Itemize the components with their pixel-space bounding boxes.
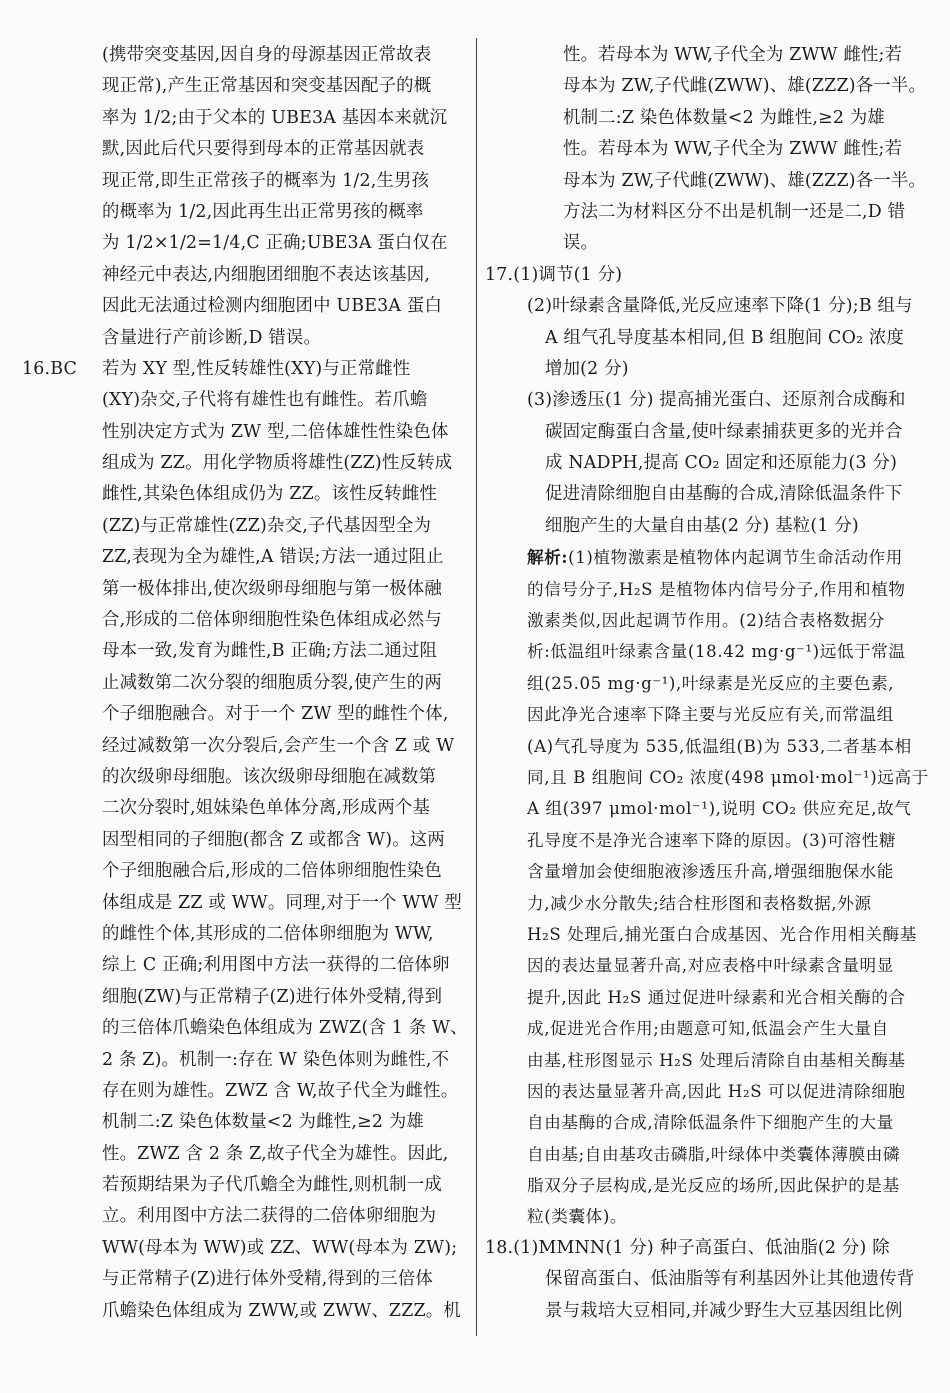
right-text-line: 成,促进光合作用;由题意可知,低温会产生大量自 xyxy=(527,1019,889,1039)
left-text-line: 率为 1/2;由于父本的 UBE3A 基因本来就沉 xyxy=(102,107,448,128)
right-text-line: 由基,柱形图显示 H₂S 处理后清除自由基相关酶基 xyxy=(527,1050,906,1070)
right-text-line: 同,且 B 组胞间 CO₂ 浓度(498 μmol·mol⁻¹)远高于 xyxy=(527,767,929,787)
left-text-line: 合,形成的二倍体卵细胞性染色体组成必然与 xyxy=(102,610,442,631)
left-text-line: 个子细胞融合后,形成的二倍体卵细胞性染色 xyxy=(102,861,442,882)
right-text-line: 碳固定酶蛋白含量,使叶绿素捕获更多的光并合 xyxy=(545,421,903,442)
left-text-line: ZZ,表现为全为雄性,A 错误;方法一通过阻止 xyxy=(102,547,444,568)
left-text-line: (XY)杂交,子代将有雄性也有雌性。若爪蟾 xyxy=(102,390,428,411)
right-text-line: 性。若母本为 WW,子代全为 ZWW 雌性;若 xyxy=(563,45,903,65)
right-text-line: 促进清除细胞自由基酶的合成,清除低温条件下 xyxy=(545,484,903,505)
left-text-line: 立。利用图中方法二获得的二倍体卵细胞为 xyxy=(102,1206,437,1227)
right-text-line: A 组气孔导度基本相同,但 B 组胞间 CO₂ 浓度 xyxy=(545,327,905,348)
right-text-line: 因的表达量显著升高,因此 H₂S 可以促进清除细胞 xyxy=(527,1081,906,1101)
left-text-line: 为 1/2×1/2=1/4,C 正确;UBE3A 蛋白仅在 xyxy=(102,233,448,254)
right-text-line: 17.(1)调节(1 分) xyxy=(485,264,623,285)
right-text-line: 性。若母本为 WW,子代全为 ZWW 雌性;若 xyxy=(563,139,903,160)
right-text-line: (A)气孔导度为 535,低温组(B)为 533,二者基本相 xyxy=(527,736,912,756)
left-text-line: 体组成是 ZZ 或 WW。同理,对于一个 WW 型 xyxy=(102,892,462,913)
right-text-line: 18.(1)MMNN(1 分) 种子高蛋白、低油脂(2 分) 除 xyxy=(485,1237,890,1258)
left-text-line: 爪蟾染色体组成为 ZWW,或 ZWW、ZZZ。机 xyxy=(102,1300,461,1321)
left-text-line xyxy=(22,354,470,385)
right-text-line: 脂双分子层构成,是光反应的场所,因此保护的是基 xyxy=(527,1176,900,1196)
left-text-line: 的次级卵母细胞。该次级卵母细胞在减数第 xyxy=(102,766,437,787)
left-text-line: 存在则为雄性。ZWZ 含 W,故子代全为雌性。 xyxy=(102,1080,459,1101)
right-text-line: 力,减少水分散失;结合柱形图和表格数据,外源 xyxy=(527,893,872,913)
left-text-line: 经过减数第一次分裂后,会产生一个含 Z 或 W xyxy=(102,735,455,756)
right-text-line: 孔导度不是净光合速率下降的原因。(3)可溶性糖 xyxy=(527,830,897,850)
left-text-line: 止减数第二次分裂的细胞质分裂,使产生的两 xyxy=(102,672,442,693)
left-text-line: 机制二:Z 染色体数量<2 为雌性,≥2 为雄 xyxy=(102,1112,425,1133)
right-text-line: 母本为 ZW,子代雌(ZWW)、雄(ZZZ)各一半。 xyxy=(563,170,927,191)
left-text-line: 雌性,其染色体组成仍为 ZZ。该性反转雌性 xyxy=(102,484,438,505)
right-text-line: 机制二:Z 染色体数量<2 为雌性,≥2 为雄 xyxy=(563,107,886,128)
question-answer-label: 16.BC xyxy=(22,358,78,379)
left-text-line: 2 条 Z)。机制一:存在 W 染色体则为雌性,不 xyxy=(102,1049,450,1070)
right-text-line: 误。 xyxy=(563,233,599,254)
right-text-line: 成 NADPH,提高 CO₂ 固定和还原能力(3 分) xyxy=(545,453,898,474)
right-text-line: H₂S 处理后,捕光蛋白合成基因、光合作用相关酶基 xyxy=(527,924,917,944)
right-text-line: 自由基;自由基攻击磷脂,叶绿体中类囊体薄膜由磷 xyxy=(527,1144,901,1164)
analysis-text: (1)植物激素是植物体内起调节生命活动作用 xyxy=(568,548,903,568)
left-text-line: 个子细胞融合。对于一个 ZW 型的雌性个体, xyxy=(102,704,449,725)
right-text-line: 保留高蛋白、低油脂等有利基因外让其他遗传背 xyxy=(545,1269,915,1290)
right-text-line: 母本为 ZW,子代雌(ZWW)、雄(ZZZ)各一半。 xyxy=(563,76,927,97)
left-text-line: 含量进行产前诊断,D 错误。 xyxy=(102,327,322,348)
left-text-line: 的雌性个体,其形成的二倍体卵细胞为 WW, xyxy=(102,923,434,944)
right-text-line: 因此净光合速率下降主要与光反应有关,而常温组 xyxy=(527,705,894,725)
left-text-line: 的概率为 1/2,因此再生出正常男孩的概率 xyxy=(102,201,424,222)
left-text-line: (携带突变基因,因自身的母源基因正常故表 xyxy=(102,45,432,65)
right-column xyxy=(485,40,933,1327)
left-text-line: 组成为 ZZ。用化学物质将雄性(ZZ)性反转成 xyxy=(102,453,453,474)
right-text-line: (3)渗透压(1 分) 提高捕光蛋白、还原剂合成酶和 xyxy=(527,390,906,411)
left-text-line: 神经元中表达,内细胞团细胞不表达该基因, xyxy=(102,264,431,285)
left-text-line: 因型相同的子细胞(都含 Z 或都含 W)。这两 xyxy=(102,829,445,850)
left-text-line: 与正常精子(Z)进行体外受精,得到的三倍体 xyxy=(102,1269,434,1290)
right-text-line: 景与栽培大豆相同,并减少野生大豆基因组比例 xyxy=(545,1300,903,1321)
left-text-line: 细胞(ZW)与正常精子(Z)进行体外受精,得到 xyxy=(102,986,443,1007)
right-text-line: 的信号分子,H₂S 是植物体内信号分子,作用和植物 xyxy=(527,579,906,599)
right-text-line: 增加(2 分) xyxy=(545,358,629,379)
right-text-line: 粒(类囊体)。 xyxy=(527,1207,628,1227)
left-text-line: 现正常),产生正常基因和突变基因配子的概 xyxy=(102,76,432,97)
left-text-line: 性别决定方式为 ZW 型,二倍体雄性性染色体 xyxy=(102,421,449,442)
column-divider xyxy=(476,38,477,1336)
left-text-line: 第一极体排出,使次级卵母细胞与第一极体融 xyxy=(102,578,442,599)
left-column xyxy=(22,40,470,1327)
right-text-line xyxy=(485,542,933,573)
right-text-line: 析:低温组叶绿素含量(18.42 mg·g⁻¹)远低于常温 xyxy=(527,642,906,662)
right-text-line: 激素类似,因此起调节作用。(2)结合表格数据分 xyxy=(527,611,885,631)
question-explanation-text: 若为 XY 型,性反转雄性(XY)与正常雌性 xyxy=(102,358,411,379)
right-text-line: 提升,因此 H₂S 通过促进叶绿素和光合相关酶的合 xyxy=(527,987,906,1007)
left-text-line: 综上 C 正确;利用图中方法一获得的二倍体卵 xyxy=(102,955,450,976)
right-text-line: 细胞产生的大量自由基(2 分) 基粒(1 分) xyxy=(545,515,859,536)
right-text-line: A 组(397 μmol·mol⁻¹),说明 CO₂ 供应充足,故气 xyxy=(527,799,912,819)
right-text-line: 含量增加会使细胞液渗透压升高,增强细胞保水能 xyxy=(527,862,894,882)
left-text-line: 的三倍体爪蟾染色体组成为 ZWZ(含 1 条 W、 xyxy=(102,1018,468,1039)
right-text-line: (2)叶绿素含量降低,光反应速率下降(1 分);B 组与 xyxy=(527,296,913,317)
left-text-line: 若预期结果为子代爪蟾全为雌性,则机制一成 xyxy=(102,1175,442,1196)
right-text-line: 组(25.05 mg·g⁻¹),叶绿素是光反应的主要色素, xyxy=(527,673,895,693)
right-text-line: 方法二为材料区分不出是机制一还是二,D 错 xyxy=(563,201,906,222)
left-text-line: 因此无法通过检测内细胞团中 UBE3A 蛋白 xyxy=(102,296,443,317)
left-text-line: 现正常,即生正常孩子的概率为 1/2,生男孩 xyxy=(102,170,430,191)
right-text-line: 因的表达量显著升高,对应表格中叶绿素含量明显 xyxy=(527,956,894,976)
left-text-line: 二次分裂时,姐妹染色单体分离,形成两个基 xyxy=(102,798,431,819)
left-text-line: 母本一致,发育为雌性,B 正确;方法二通过阻 xyxy=(102,641,438,662)
left-text-line: WW(母本为 WW)或 ZZ、WW(母本为 ZW); xyxy=(102,1237,458,1258)
left-text-line: (ZZ)与正常雄性(ZZ)杂交,子代基因型全为 xyxy=(102,515,432,536)
left-text-line: 默,因此后代只要得到母本的正常基因就表 xyxy=(102,139,425,160)
analysis-label: 解析: xyxy=(527,547,569,568)
right-text-line: 自由基酶的合成,清除低温条件下细胞产生的大量 xyxy=(527,1113,894,1133)
left-text-line: 性。ZWZ 含 2 条 Z,故子代全为雄性。因此, xyxy=(102,1143,449,1164)
